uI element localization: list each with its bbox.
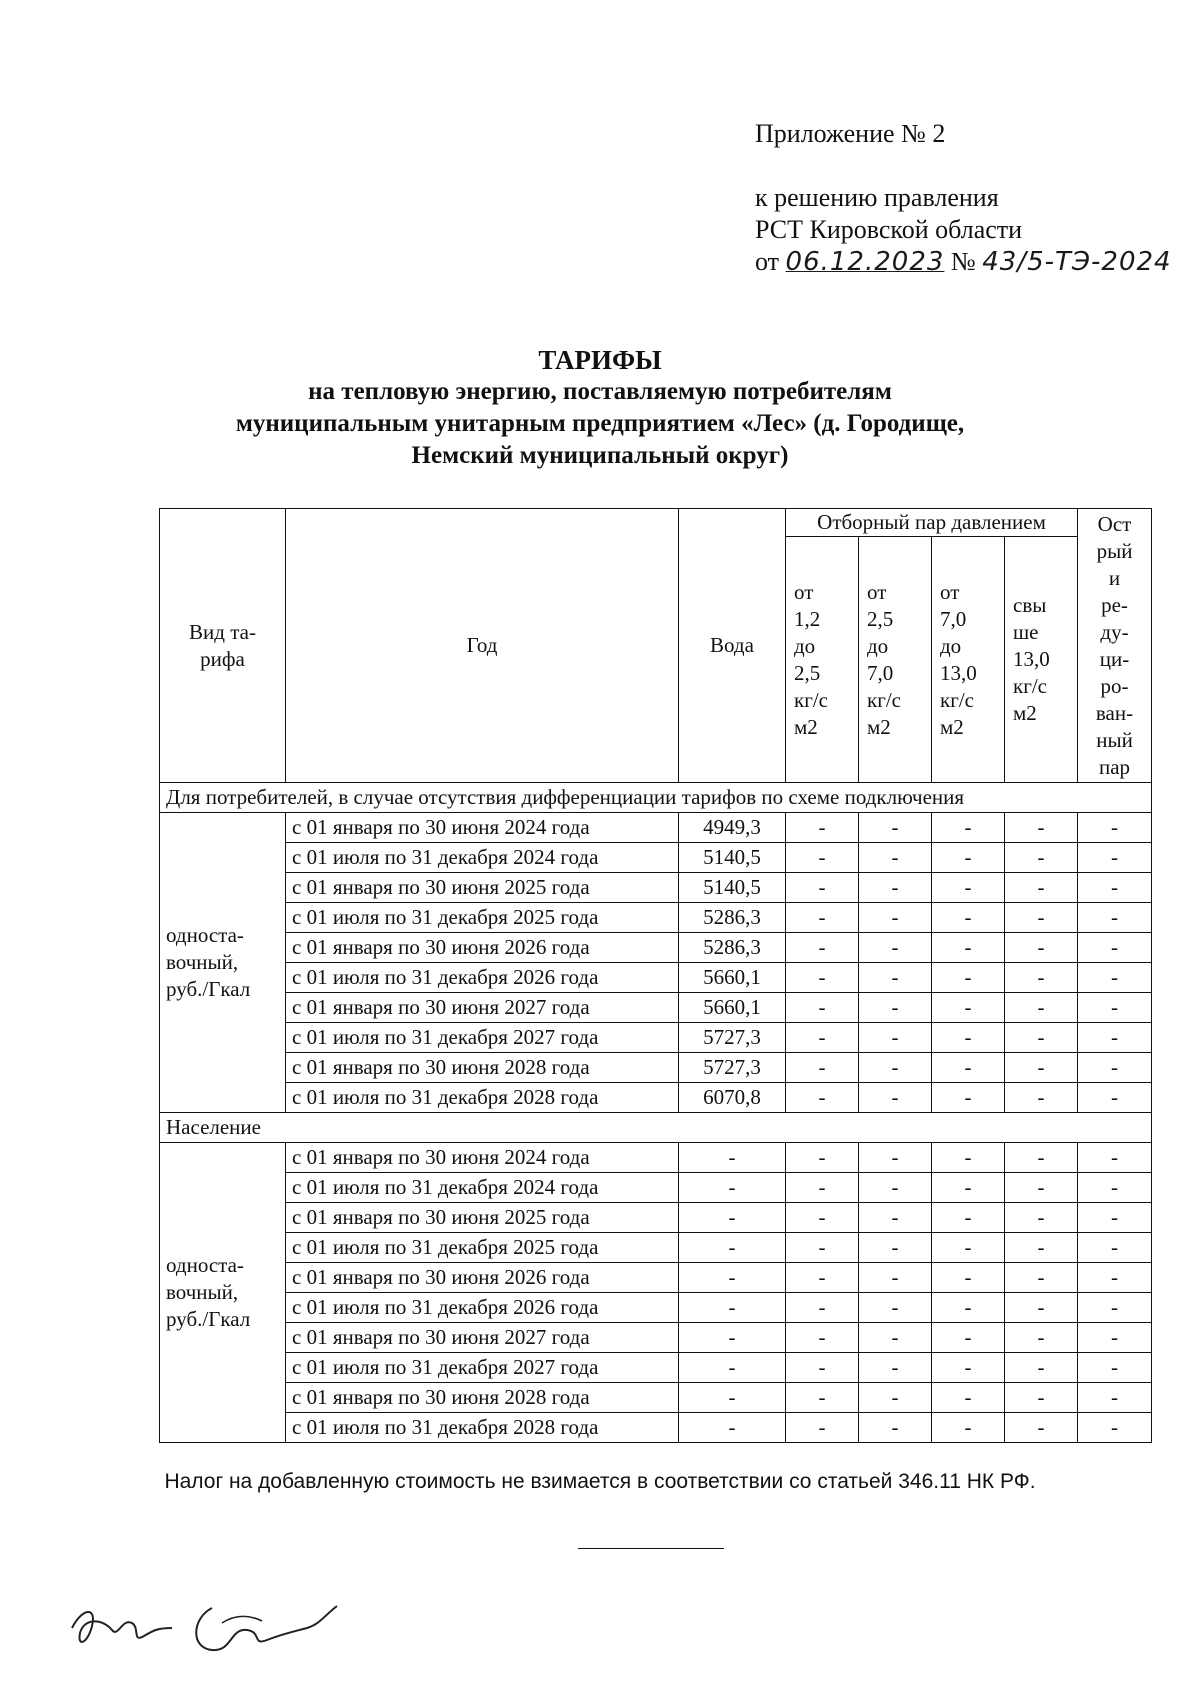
tariff-kind bbox=[160, 813, 286, 1113]
steam-cell: - bbox=[932, 1413, 1005, 1443]
steam-cell: - bbox=[1005, 813, 1078, 843]
steam-cell: - bbox=[786, 1233, 859, 1263]
header-line: от bbox=[940, 579, 960, 604]
steam-cell: - bbox=[932, 993, 1005, 1023]
header-row-1 bbox=[160, 509, 1152, 537]
steam-cell: - bbox=[1078, 1233, 1152, 1263]
tariff-kind-line: вочный, bbox=[166, 950, 239, 974]
steam-cell: - bbox=[932, 873, 1005, 903]
steam-cell: - bbox=[786, 993, 859, 1023]
steam-cell: - bbox=[859, 1413, 932, 1443]
steam-cell: - bbox=[786, 843, 859, 873]
header-kind: Вид та- рифа bbox=[160, 509, 286, 783]
table-row bbox=[160, 813, 1152, 843]
steam-cell: - bbox=[859, 873, 932, 903]
steam-cell: - bbox=[859, 1053, 932, 1083]
section-title: Население bbox=[160, 1113, 1152, 1143]
steam-cell: - bbox=[932, 1023, 1005, 1053]
steam-cell: - bbox=[786, 1323, 859, 1353]
date-prefix: от bbox=[755, 247, 780, 276]
table-row bbox=[160, 1143, 1152, 1173]
title-block bbox=[0, 344, 1200, 472]
steam-cell: - bbox=[859, 813, 932, 843]
steam-cell: - bbox=[859, 1023, 932, 1053]
steam-cell: - bbox=[1005, 1383, 1078, 1413]
steam-cell: - bbox=[859, 993, 932, 1023]
steam-cell: - bbox=[859, 1263, 932, 1293]
table-row bbox=[160, 1383, 1152, 1413]
period-cell: с 01 января по 30 июня 2026 года bbox=[286, 1263, 679, 1293]
steam-cell: - bbox=[932, 1263, 1005, 1293]
period-cell: с 01 июля по 31 декабря 2027 года bbox=[286, 1023, 679, 1053]
steam-cell: - bbox=[1078, 1353, 1152, 1383]
table-row bbox=[160, 1173, 1152, 1203]
steam-cell: - bbox=[859, 1203, 932, 1233]
header-line: ре- bbox=[1101, 592, 1128, 617]
steam-cell: - bbox=[859, 1143, 932, 1173]
steam-cell: - bbox=[932, 903, 1005, 933]
water-cell: 5140,5 bbox=[679, 843, 786, 873]
steam-cell: - bbox=[1005, 1263, 1078, 1293]
steam-cell: - bbox=[786, 1023, 859, 1053]
steam-cell: - bbox=[932, 1383, 1005, 1413]
steam-cell: - bbox=[1005, 993, 1078, 1023]
tariff-kind-line: вочный, bbox=[166, 1280, 239, 1304]
period-cell: с 01 января по 30 июня 2028 года bbox=[286, 1053, 679, 1083]
header-line: ный bbox=[1096, 727, 1133, 752]
period-cell: с 01 января по 30 июня 2024 года bbox=[286, 813, 679, 843]
steam-cell: - bbox=[859, 933, 932, 963]
steam-cell: - bbox=[932, 813, 1005, 843]
steam-cell: - bbox=[786, 903, 859, 933]
water-cell: 5727,3 bbox=[679, 1053, 786, 1083]
steam-cell: - bbox=[1078, 1383, 1152, 1413]
header-line: Ост bbox=[1097, 511, 1132, 536]
steam-cell: - bbox=[786, 1143, 859, 1173]
steam-cell: - bbox=[859, 903, 932, 933]
period-cell: с 01 января по 30 июня 2025 года bbox=[286, 873, 679, 903]
steam-cell: - bbox=[1078, 963, 1152, 993]
steam-cell: - bbox=[932, 1173, 1005, 1203]
steam-cell: - bbox=[1078, 1023, 1152, 1053]
steam-cell: - bbox=[1078, 1173, 1152, 1203]
steam-cell: - bbox=[1078, 1053, 1152, 1083]
header-line: до bbox=[940, 633, 962, 658]
steam-cell: - bbox=[786, 1173, 859, 1203]
header-line: м2 bbox=[940, 714, 964, 739]
header-line: ци- bbox=[1099, 646, 1130, 671]
header-year: Год bbox=[286, 509, 679, 783]
steam-cell: - bbox=[859, 1233, 932, 1263]
header-line: 2,5 bbox=[867, 606, 894, 631]
header-line: свы bbox=[1013, 593, 1047, 617]
section-row bbox=[160, 1113, 1152, 1143]
period-cell: с 01 января по 30 июня 2028 года bbox=[286, 1383, 679, 1413]
number-prefix: № bbox=[950, 247, 976, 276]
table-row bbox=[160, 873, 1152, 903]
steam-cell: - bbox=[932, 1203, 1005, 1233]
water-cell: 5660,1 bbox=[679, 993, 786, 1023]
water-cell: 6070,8 bbox=[679, 1083, 786, 1113]
steam-cell: - bbox=[1005, 1173, 1078, 1203]
steam-cell: - bbox=[1005, 1053, 1078, 1083]
period-cell: с 01 июля по 31 декабря 2024 года bbox=[286, 1173, 679, 1203]
water-cell: - bbox=[679, 1383, 786, 1413]
header-sub-2 bbox=[859, 537, 932, 783]
water-cell: 5286,3 bbox=[679, 933, 786, 963]
header-sub-4 bbox=[1005, 537, 1078, 783]
steam-cell: - bbox=[932, 1083, 1005, 1113]
steam-cell: - bbox=[786, 1203, 859, 1233]
tariff-kind-line: односта- bbox=[166, 1253, 244, 1277]
steam-cell: - bbox=[859, 1293, 932, 1323]
appendix-line-1: к решению правления bbox=[755, 183, 999, 212]
steam-cell: - bbox=[1005, 1203, 1078, 1233]
steam-cell: - bbox=[786, 1413, 859, 1443]
title-line-3: Немский муниципальный округ) bbox=[411, 442, 789, 469]
steam-cell: - bbox=[1078, 1293, 1152, 1323]
water-cell: 5286,3 bbox=[679, 903, 786, 933]
steam-cell: - bbox=[859, 1173, 932, 1203]
steam-cell: - bbox=[932, 1143, 1005, 1173]
steam-cell: - bbox=[859, 1353, 932, 1383]
steam-cell: - bbox=[1005, 1293, 1078, 1323]
table-row bbox=[160, 1083, 1152, 1113]
period-cell: с 01 июля по 31 декабря 2026 года bbox=[286, 1293, 679, 1323]
steam-cell: - bbox=[1005, 1323, 1078, 1353]
table-row bbox=[160, 1413, 1152, 1443]
table-row bbox=[160, 1053, 1152, 1083]
steam-cell: - bbox=[1005, 903, 1078, 933]
closing-rule bbox=[578, 1548, 724, 1549]
table-row bbox=[160, 1293, 1152, 1323]
header-line: 7,0 bbox=[940, 606, 967, 631]
steam-cell: - bbox=[932, 1053, 1005, 1083]
header-line: 13,0 bbox=[940, 660, 977, 685]
water-cell: 5660,1 bbox=[679, 963, 786, 993]
period-cell: с 01 января по 30 июня 2026 года bbox=[286, 933, 679, 963]
steam-cell: - bbox=[786, 963, 859, 993]
steam-cell: - bbox=[932, 1233, 1005, 1263]
header-sub-3 bbox=[932, 537, 1005, 783]
title-line-2: муниципальным унитарным предприятием «Лес» (д. Городище, bbox=[235, 410, 965, 437]
steam-cell: - bbox=[1078, 1263, 1152, 1293]
steam-cell: - bbox=[932, 963, 1005, 993]
period-cell: с 01 июля по 31 декабря 2027 года bbox=[286, 1353, 679, 1383]
water-cell: - bbox=[679, 1323, 786, 1353]
steam-cell: - bbox=[1078, 1143, 1152, 1173]
title-line-1: на тепловую энергию, поставляемую потребителям bbox=[308, 378, 892, 405]
steam-cell: - bbox=[1005, 1083, 1078, 1113]
steam-cell: - bbox=[1078, 813, 1152, 843]
appendix-date-line bbox=[755, 246, 1172, 278]
period-cell: с 01 июля по 31 декабря 2028 года bbox=[286, 1413, 679, 1443]
header-line: ду- bbox=[1100, 619, 1129, 644]
header-line: ро- bbox=[1100, 673, 1129, 698]
water-cell: - bbox=[679, 1203, 786, 1233]
steam-cell: - bbox=[859, 963, 932, 993]
steam-cell: - bbox=[786, 1053, 859, 1083]
steam-cell: - bbox=[932, 1323, 1005, 1353]
header-line: ше bbox=[1013, 620, 1039, 644]
steam-cell: - bbox=[932, 933, 1005, 963]
header-line: 1,2 bbox=[794, 606, 821, 631]
header-line: до bbox=[867, 633, 889, 658]
title-heading: ТАРИФЫ bbox=[538, 345, 662, 375]
water-cell: - bbox=[679, 1173, 786, 1203]
steam-cell: - bbox=[1005, 843, 1078, 873]
period-cell: с 01 января по 30 июня 2027 года bbox=[286, 993, 679, 1023]
steam-cell: - bbox=[1005, 873, 1078, 903]
header-line: кг/с bbox=[867, 687, 901, 712]
table-row bbox=[160, 1263, 1152, 1293]
steam-cell: - bbox=[786, 873, 859, 903]
header-sub-1 bbox=[786, 537, 859, 783]
period-cell: с 01 июля по 31 декабря 2028 года bbox=[286, 1083, 679, 1113]
water-cell: - bbox=[679, 1143, 786, 1173]
steam-cell: - bbox=[1005, 1353, 1078, 1383]
water-cell: - bbox=[679, 1353, 786, 1383]
water-cell: - bbox=[679, 1233, 786, 1263]
steam-cell: - bbox=[1078, 933, 1152, 963]
header-line: и bbox=[1108, 565, 1121, 590]
header-line: ван- bbox=[1095, 700, 1134, 725]
steam-cell: - bbox=[859, 1323, 932, 1353]
period-cell: с 01 января по 30 июня 2024 года bbox=[286, 1143, 679, 1173]
period-cell: с 01 июля по 31 декабря 2024 года bbox=[286, 843, 679, 873]
steam-cell: - bbox=[786, 1353, 859, 1383]
water-cell: - bbox=[679, 1293, 786, 1323]
table-row bbox=[160, 993, 1152, 1023]
header-line: пар bbox=[1098, 754, 1131, 779]
appendix-line-2: РСТ Кировской области bbox=[755, 215, 1023, 244]
steam-cell: - bbox=[1078, 843, 1152, 873]
steam-cell: - bbox=[1005, 933, 1078, 963]
tariff-kind-line: руб./Гкал bbox=[166, 1307, 251, 1331]
water-cell: 4949,3 bbox=[679, 813, 786, 843]
table-row bbox=[160, 1353, 1152, 1383]
header-line: рый bbox=[1096, 538, 1133, 563]
steam-cell: - bbox=[859, 1383, 932, 1413]
steam-cell: - bbox=[786, 933, 859, 963]
period-cell: с 01 января по 30 июня 2027 года bbox=[286, 1323, 679, 1353]
steam-cell: - bbox=[932, 843, 1005, 873]
steam-cell: - bbox=[1005, 1143, 1078, 1173]
header-line: 7,0 bbox=[867, 660, 894, 685]
steam-cell: - bbox=[1078, 1323, 1152, 1353]
steam-cell: - bbox=[1005, 1413, 1078, 1443]
tariffs-table bbox=[159, 508, 1152, 1443]
steam-cell: - bbox=[859, 1083, 932, 1113]
steam-cell: - bbox=[786, 1083, 859, 1113]
header-steam: Отборный пар давлением bbox=[786, 509, 1078, 537]
period-cell: с 01 июля по 31 декабря 2026 года bbox=[286, 963, 679, 993]
steam-cell: - bbox=[932, 1293, 1005, 1323]
section-row bbox=[160, 783, 1152, 813]
header-line: от bbox=[794, 579, 814, 604]
header-line: кг/с bbox=[794, 687, 828, 712]
section-title: Для потребителей, в случае отсутствия дифференциации тарифов по схеме подключения bbox=[160, 783, 1152, 813]
steam-cell: - bbox=[1078, 903, 1152, 933]
steam-cell: - bbox=[1005, 1233, 1078, 1263]
steam-cell: - bbox=[1078, 1083, 1152, 1113]
steam-cell: - bbox=[1078, 1413, 1152, 1443]
header-line: до bbox=[794, 633, 816, 658]
table-row bbox=[160, 1233, 1152, 1263]
steam-cell: - bbox=[1005, 1023, 1078, 1053]
appendix-block bbox=[755, 118, 1172, 278]
steam-cell: - bbox=[1078, 993, 1152, 1023]
table-row bbox=[160, 1203, 1152, 1233]
steam-cell: - bbox=[786, 1383, 859, 1413]
steam-cell: - bbox=[786, 813, 859, 843]
steam-cell: - bbox=[859, 843, 932, 873]
tariff-kind-line: руб./Гкал bbox=[166, 977, 251, 1001]
steam-cell: - bbox=[1005, 963, 1078, 993]
header-line: 13,0 bbox=[1013, 647, 1050, 671]
water-cell: 5140,5 bbox=[679, 873, 786, 903]
appendix-label: Приложение № 2 bbox=[755, 119, 946, 148]
tariff-kind bbox=[160, 1143, 286, 1443]
water-cell: - bbox=[679, 1413, 786, 1443]
period-cell: с 01 июля по 31 декабря 2025 года bbox=[286, 1233, 679, 1263]
header-line: м2 bbox=[867, 714, 891, 739]
table-row bbox=[160, 933, 1152, 963]
header-water: Вода bbox=[679, 509, 786, 783]
period-cell: с 01 июля по 31 декабря 2025 года bbox=[286, 903, 679, 933]
table-row bbox=[160, 1023, 1152, 1053]
steam-cell: - bbox=[1078, 1203, 1152, 1233]
header-line: 2,5 bbox=[794, 660, 821, 685]
steam-cell: - bbox=[786, 1263, 859, 1293]
water-cell: - bbox=[679, 1263, 786, 1293]
header-line: м2 bbox=[1013, 701, 1037, 725]
period-cell: с 01 января по 30 июня 2025 года bbox=[286, 1203, 679, 1233]
steam-cell: - bbox=[1078, 873, 1152, 903]
header-line: от bbox=[867, 579, 887, 604]
tariff-kind-line: односта- bbox=[166, 923, 244, 947]
handwritten-signatures bbox=[62, 1588, 382, 1658]
header-line: кг/с bbox=[940, 687, 974, 712]
header-line: м2 bbox=[794, 714, 818, 739]
water-cell: 5727,3 bbox=[679, 1023, 786, 1053]
header-line: кг/с bbox=[1013, 674, 1047, 698]
table-row bbox=[160, 963, 1152, 993]
handwritten-number: 43/5-ТЭ-2024 bbox=[982, 247, 1172, 277]
steam-cell: - bbox=[786, 1293, 859, 1323]
table-row bbox=[160, 1323, 1152, 1353]
handwritten-date: 06.12.2023 bbox=[785, 247, 945, 277]
table-row bbox=[160, 903, 1152, 933]
table-row bbox=[160, 843, 1152, 873]
vat-note: Налог на добавленную стоимость не взимается в соответствии со статьей 346.11 НК РФ. bbox=[164, 1470, 1036, 1493]
steam-cell: - bbox=[932, 1353, 1005, 1383]
header-sharp-steam bbox=[1078, 509, 1152, 783]
